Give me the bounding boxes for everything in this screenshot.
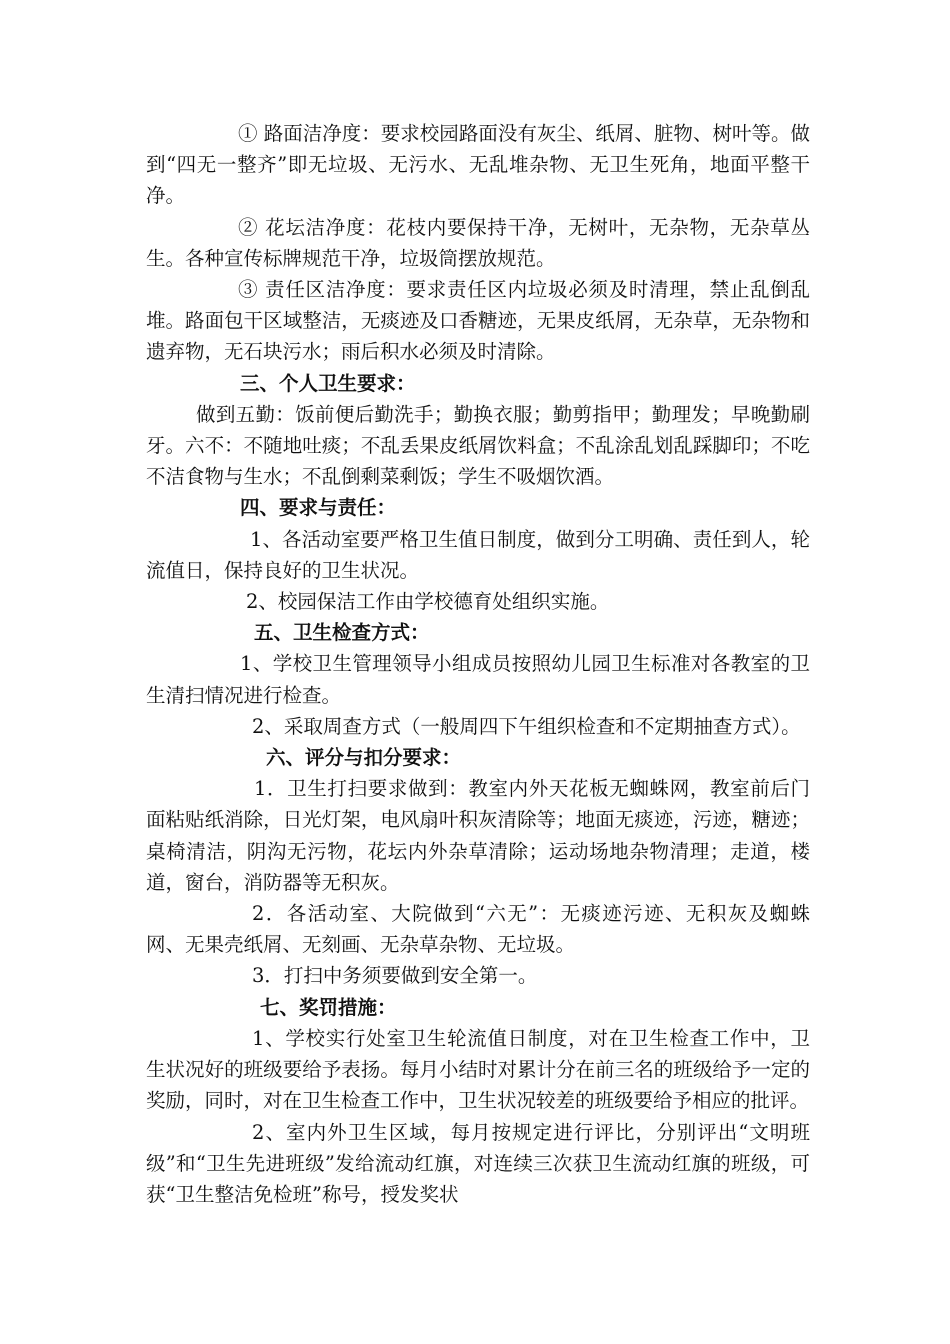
personal-hygiene-paragraph: 做到五勤：饭前便后勤洗手；勤换衣服；勤剪指甲；勤理发；早晚勤刷牙。六不：不随地吐痰；不乱丢果皮纸屑饮料盒；不乱涂乱划乱踩脚印；不吃不洁食物与生水；不乱倒剩菜剩饭；学生不吸烟饮酒。 — [146, 402, 810, 489]
road-cleanliness-paragraph: ① 路面洁净度：要求校园路面没有灰尘、纸屑、脏物、树叶等。做到“四无一整齐”即无垃圾、无污水、无乱堆杂物、无卫生死角，地面平整干净。 — [146, 122, 810, 208]
duty-rule-paragraph: 1、各活动室要严格卫生值日制度，做到分工明确、责任到人，轮流值日，保持良好的卫生状况。 — [146, 527, 810, 582]
cleaning-requirements-paragraph: 1．卫生打扫要求做到：教室内外天花板无蜘蛛网，教室前后门面粘贴纸消除，日光灯架，电风扇叶积灰清除等；地面无痰迹，污迹，糖迹；桌椅清洁，阴沟无污物，花坛内外杂草清除；运动场地杂物清理；走道，楼道，窗台，消防器等无积灰。 — [146, 777, 810, 894]
monthly-evaluation-paragraph: 2、室内外卫生区域，每月按规定进行评比，分别评出“文明班级”和“卫生先进班级”发给流动红旗，对连续三次获卫生流动红旗的班级，可获“卫生整洁免检班”称号，授发奖状 — [146, 1120, 810, 1206]
duty-rotation-paragraph: 1、学校实行处室卫生轮流值日制度，对在卫生检查工作中，卫生状况好的班级要给予表扬。每月小结时对累计分在前三名的班级给予一定的奖励，同时，对在卫生检查工作中，卫生状况较差的班级要给予相应的批评。 — [146, 1026, 810, 1113]
flowerbed-cleanliness-paragraph: ② 花坛洁净度：花枝内要保持干净，无树叶，无杂物，无杂草丛生。各种宣传标牌规范干净，垃圾筒摆放规范。 — [146, 215, 810, 270]
section-5-heading: 五、卫生检查方式： — [254, 621, 430, 645]
responsibility-area-paragraph: ③ 责任区洁净度：要求责任区内垃圾必须及时清理，禁止乱倒乱堆。路面包干区域整洁，无痰迹及口香糖迹，无果皮纸屑，无杂草，无杂物和遗弃物，无石块污水；雨后积水必须及时清除。 — [146, 278, 810, 364]
section-4-heading: 四、要求与责任： — [240, 496, 397, 520]
safety-first-paragraph: 3．打扫中务须要做到安全第一。 — [252, 964, 538, 988]
six-nos-paragraph: 2．各活动室、大院做到“六无”：无痰迹污迹、无积灰及蜘蛛网、无果壳纸屑、无刻画、无杂草杂物、无垃圾。 — [146, 902, 810, 957]
section-7-heading: 七、奖罚措施： — [260, 995, 397, 1019]
inspection-team-paragraph: 1、学校卫生管理领导小组成员按照幼儿园卫生标准对各教室的卫生清扫情况进行检查。 — [146, 652, 810, 707]
document-page — [146, 118, 810, 1210]
weekly-inspection-paragraph: 2、采取周查方式（一般周四下午组织检查和不定期抽查方式）。 — [252, 714, 801, 738]
section-6-heading: 六、评分与扣分要求： — [266, 746, 462, 770]
section-3-heading: 三、个人卫生要求： — [240, 371, 416, 395]
campus-cleaning-paragraph: 2、校园保洁工作由学校德育处组织实施。 — [246, 590, 610, 614]
